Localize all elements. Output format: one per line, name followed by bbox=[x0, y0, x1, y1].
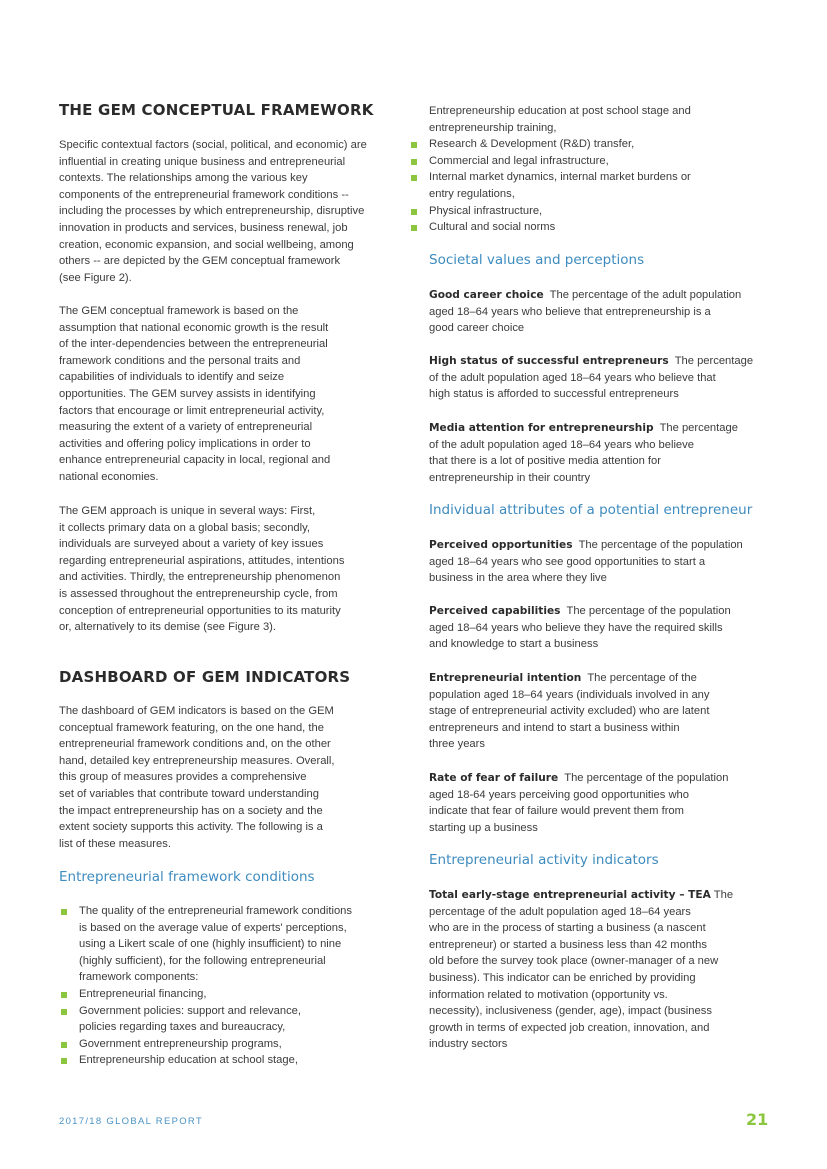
list-item: Physical infrastructure, bbox=[409, 203, 691, 220]
good-career-choice-definition: Good career choice The percentage of the adult population aged 18–64 years who believe that entrepreneurship is a good career choice bbox=[429, 289, 742, 335]
term: Good career choice bbox=[429, 289, 544, 301]
tea-definition: Total early-stage entrepreneurial activity – TEA The percentage of the adult population aged 18–64 years who are in the process of starting a business (a nascent entrepreneur) or started a business less than 42 months old before the survey took place (owner-manager of a new business). This indicator can be enriched by providing information related to motivation (opportunity vs. necessity), inclusiveness (gender, age), impact (business growth in terms of expected job creation, innovation, and industry sectors bbox=[429, 889, 734, 1051]
perceived-capabilities-definition: Perceived capabilities The percentage of the population aged 18–64 years who believe they have the required skills and knowledge to start a business bbox=[429, 605, 731, 651]
report-title: 2017/18 GLOBAL REPORT bbox=[59, 1116, 203, 1127]
individual-heading: Individual attributes of a potential entrepreneur bbox=[429, 502, 753, 518]
entrepreneurial-intention-definition: Entrepreneurial intention The percentage of the population aged 18–64 years (individuals involved in any stage of entrepreneurial activity excluded) who are latent entrepreneurs and intend to start a business within three years bbox=[429, 672, 710, 751]
term: Total early-stage entrepreneurial activity – TEA bbox=[429, 889, 711, 901]
list-item: Entrepreneurship education at post school stage and entrepreneurship training, bbox=[429, 105, 691, 134]
media-attention-definition: Media attention for entrepreneurship The percentage of the adult population aged 18–64 years who believe that there is a lot of positive media attention for entrepreneurship in their country bbox=[429, 422, 738, 484]
term: Rate of fear of failure bbox=[429, 772, 559, 784]
framework-paragraph-2: The GEM conceptual framework is based on the assumption that national economic growth is the result of the inter-dependencies between the entrepreneurial framework conditions and the personal traits and capabilities of individuals to identify and seize opportunities. The GEM survey assists in identifying factors that encourage or limit entrepreneurial activity, measuring the extent of a variety of entrepreneurial activities and offering policy implications in order to enhance entrepreneurial capacity in local, regional and national economies. bbox=[59, 305, 331, 483]
societal-heading: Societal values and perceptions bbox=[429, 252, 645, 268]
efc-list-continued bbox=[409, 103, 691, 236]
perceived-opportunities-definition: Perceived opportunities The percentage of the population aged 18–64 years who see good opportunities to start a business in the area where they live bbox=[429, 539, 743, 585]
framework-paragraph-1: Specific contextual factors (social, political, and economic) are influential in creating unique business and entrepreneurial contexts. The relationships among the various key components of the entrepreneurial framework conditions -- including the processes by which entrepreneurship, disruptive innovation in products and services, business renewal, job creation, economic expansion, and social wellbeing, among others -- are depicted by the GEM conceptual framework (see Figure 2). bbox=[59, 139, 367, 284]
framework-heading: THE GEM CONCEPTUAL FRAMEWORK bbox=[59, 101, 374, 119]
term: Entrepreneurial intention bbox=[429, 672, 582, 684]
list-item: The quality of the entrepreneurial framework conditions is based on the average value of experts' perceptions, using a Likert scale of one (highly insufficient) to nine (highly sufficient), for the following entrepreneurial framework components: bbox=[59, 903, 352, 986]
efc-list bbox=[59, 903, 352, 1069]
list-item: Research & Development (R&D) transfer, bbox=[409, 136, 691, 153]
term: High status of successful entrepreneurs bbox=[429, 355, 669, 367]
list-item: Commercial and legal infrastructure, bbox=[409, 153, 691, 170]
fear-of-failure-definition: Rate of fear of failure The percentage of the population aged 18-64 years perceiving good opportunities who indicate that fear of failure would prevent them from starting up a business bbox=[429, 772, 729, 834]
list-item: Entrepreneurial financing, bbox=[59, 986, 352, 1003]
list-item: Entrepreneurship education at school stage, bbox=[59, 1052, 352, 1069]
efc-heading: Entrepreneurial framework conditions bbox=[59, 869, 315, 885]
list-item: Government entrepreneurship programs, bbox=[59, 1036, 352, 1053]
list-item: Cultural and social norms bbox=[409, 219, 691, 236]
dashboard-heading: DASHBOARD OF GEM INDICATORS bbox=[59, 668, 351, 686]
term: Perceived capabilities bbox=[429, 605, 561, 617]
term: Media attention for entrepreneurship bbox=[429, 422, 654, 434]
page-number: 21 bbox=[746, 1110, 769, 1129]
dashboard-paragraph: The dashboard of GEM indicators is based on the GEM conceptual framework featuring, on the one hand, the entrepreneurial framework conditions and, on the other hand, detailed key entrepreneurship measures. Overall, this group of measures provides a comprehensive set of variables that contribute toward understanding the impact entrepreneurship has on a society and the extent society supports this activity. The following is a list of these measures. bbox=[59, 705, 335, 850]
high-status-definition: High status of successful entrepreneurs The percentage of the adult population aged 18–64 years who believe that high status is afforded to successful entrepreneurs bbox=[429, 355, 754, 401]
activity-heading: Entrepreneurial activity indicators bbox=[429, 852, 659, 868]
list-item: Internal market dynamics, internal market burdens or entry regulations, bbox=[409, 169, 691, 202]
term: Perceived opportunities bbox=[429, 539, 573, 551]
framework-paragraph-3: The GEM approach is unique in several ways: First, it collects primary data on a global basis; secondly, individuals are surveyed about a variety of key issues regarding entrepreneurial aspirations, attitudes, intentions and activities. Thirdly, the entrepreneurship phenomenon is assessed throughout the entrepreneurship cycle, from conception of entrepreneurial opportunities to its maturity or, alternatively to its demise (see Figure 3). bbox=[59, 505, 345, 634]
list-item: Government policies: support and relevance, policies regarding taxes and bureaucracy, bbox=[59, 1003, 352, 1036]
